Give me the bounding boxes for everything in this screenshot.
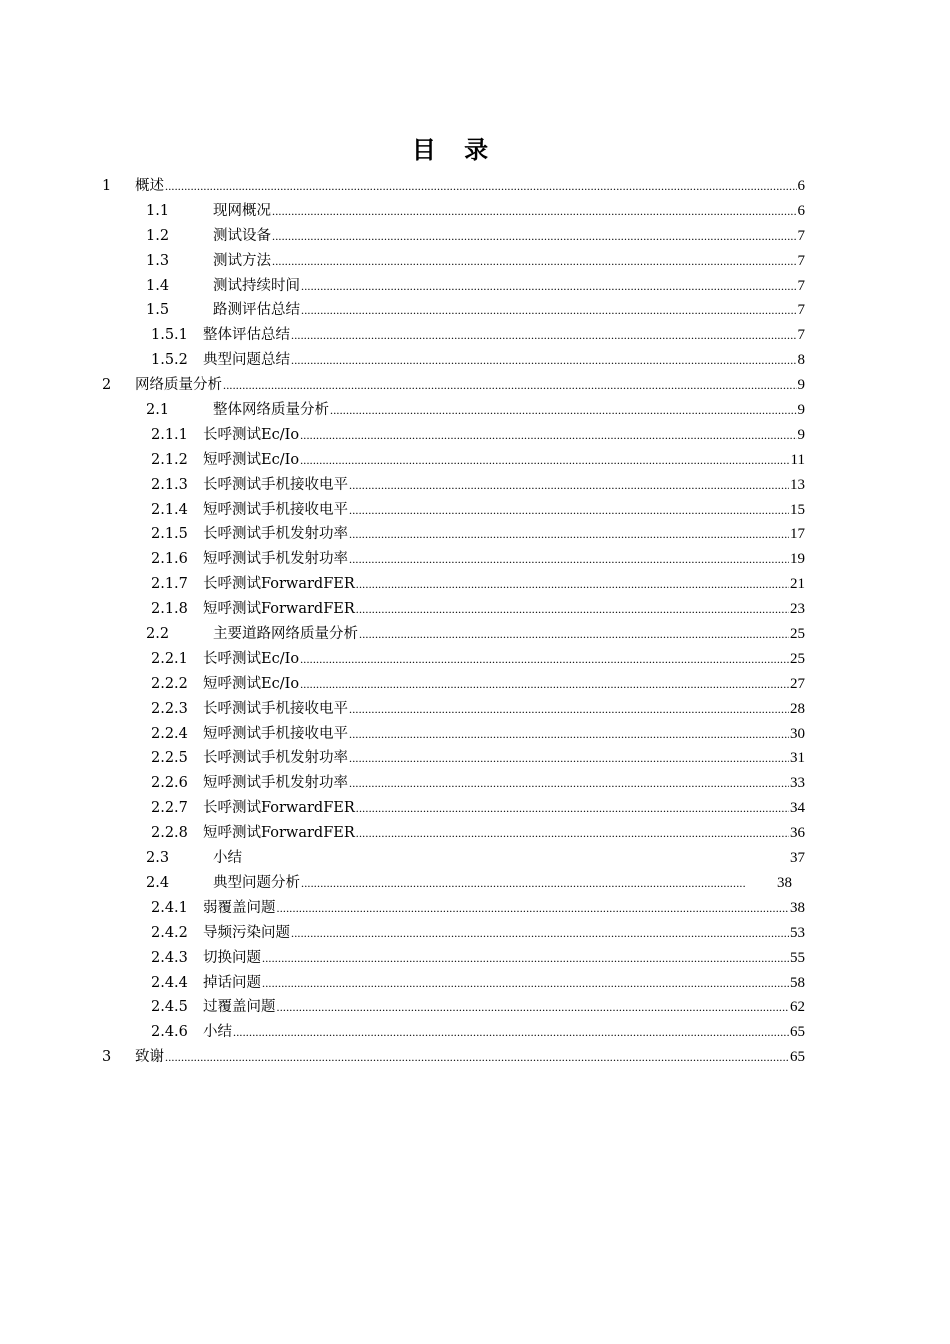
- toc-entry[interactable]: [0, 647, 950, 672]
- toc-entry-number: 2.4: [146, 874, 170, 891]
- toc-entry-number: 2.1.2: [151, 451, 188, 468]
- toc-entry-number: 1.4: [146, 277, 170, 294]
- toc-entry-page: 7: [797, 277, 805, 294]
- toc-entry-page: 13: [790, 476, 805, 493]
- toc-entry-number: 2.2.8: [151, 825, 188, 842]
- toc-entry-title: 长呼测试手机接收电平: [203, 700, 348, 717]
- toc-entry-line: [203, 522, 805, 547]
- toc-entry-title: 过覆盖问题: [203, 999, 276, 1016]
- toc-entry-number: 2.2.4: [151, 725, 188, 742]
- toc-entry-number: 1.3: [146, 252, 170, 269]
- toc-entry-number: 2.4.3: [151, 949, 188, 966]
- toc-entry-page: 58: [790, 974, 805, 991]
- toc-entry-page: 7: [797, 227, 805, 244]
- toc-dot-leader: [301, 871, 746, 896]
- toc-entry-title: 测试方法: [213, 252, 271, 269]
- toc-entry[interactable]: [0, 722, 950, 747]
- toc-entry-line: [135, 1045, 805, 1070]
- toc-entry[interactable]: [0, 274, 950, 299]
- toc-entry-title: 切换问题: [203, 949, 261, 966]
- toc-entry-page: 33: [790, 775, 805, 792]
- toc-entry-title: 短呼测试ForwardFER: [203, 825, 355, 842]
- toc-entry-page: 65: [790, 1024, 805, 1041]
- toc-dot-leader: [356, 572, 789, 597]
- toc-dot-leader: [233, 1020, 789, 1045]
- toc-entry-title: 典型问题分析: [213, 874, 300, 891]
- toc-dot-leader: [272, 224, 797, 249]
- toc-entry-page: 6: [797, 202, 805, 219]
- toc-entry[interactable]: [0, 796, 950, 821]
- toc-entry-page: 31: [790, 750, 805, 767]
- toc-entry-line: [203, 423, 805, 448]
- toc-entry-line: [213, 398, 805, 423]
- toc-entry-line: [203, 448, 805, 473]
- toc-entry-page: 7: [797, 302, 805, 319]
- toc-entry-number: 2.4.6: [151, 1024, 188, 1041]
- toc-entry-line: [203, 722, 805, 747]
- toc-entry-title: 导频污染问题: [203, 924, 290, 941]
- toc-entry-page: 7: [797, 252, 805, 269]
- toc-entry-title: 测试设备: [213, 227, 271, 244]
- toc-entry-number: 2: [102, 377, 112, 394]
- toc-entry-page: 30: [790, 725, 805, 742]
- toc-entry[interactable]: [0, 871, 950, 896]
- toc-entry-number: 2.4.1: [151, 899, 188, 916]
- toc-dot-leader: [165, 174, 797, 199]
- toc-entry[interactable]: [0, 746, 950, 771]
- toc-entry-page: 62: [790, 999, 805, 1016]
- page-title: 目 录: [411, 135, 499, 164]
- toc-entry-number: 2.4.5: [151, 999, 188, 1016]
- toc-entry-title: 整体评估总结: [203, 327, 290, 344]
- toc-entry-title: 现网概况: [213, 202, 271, 219]
- toc-entry-page: 27: [790, 675, 805, 692]
- toc-entry-line: [213, 846, 805, 871]
- toc-entry[interactable]: [0, 348, 950, 373]
- toc-entry-number: 2.1: [146, 402, 170, 419]
- toc-entry[interactable]: [0, 846, 950, 871]
- toc-entry-title: 掉话问题: [203, 974, 261, 991]
- toc-entry[interactable]: [0, 373, 950, 398]
- toc-dot-leader: [301, 274, 797, 299]
- toc-entry[interactable]: [0, 771, 950, 796]
- toc-entry-line: [203, 498, 805, 523]
- toc-dot-leader: [349, 697, 789, 722]
- toc-entry-line: [203, 473, 805, 498]
- toc-entry-page: 25: [790, 650, 805, 667]
- toc-entry-number: 2.1.1: [151, 426, 188, 443]
- toc-entry-number: 2.2.5: [151, 750, 188, 767]
- toc-entry-line: [203, 572, 805, 597]
- toc-dot-leader: [300, 423, 796, 448]
- toc-entry[interactable]: [0, 995, 950, 1020]
- toc-entry-title: 主要道路网络质量分析: [213, 626, 358, 643]
- toc-entry-number: 2.1.5: [151, 526, 188, 543]
- toc-dot-leader: [272, 249, 797, 274]
- toc-dot-leader: [349, 771, 789, 796]
- toc-entry-title: 短呼测试手机接收电平: [203, 501, 348, 518]
- toc-entry[interactable]: [0, 1045, 950, 1070]
- toc-dot-leader: [300, 448, 789, 473]
- toc-entry-title: 路测评估总结: [213, 302, 300, 319]
- toc-entry-line: [213, 871, 805, 896]
- toc-dot-leader: [291, 323, 797, 348]
- toc-entry-line: [203, 547, 805, 572]
- toc-dot-leader: [349, 746, 789, 771]
- table-of-contents: [0, 174, 950, 1070]
- toc-entry-page: 38: [777, 874, 792, 891]
- toc-entry-line: [203, 995, 805, 1020]
- toc-entry-title: 网络质量分析: [135, 377, 222, 394]
- toc-entry-number: 1.2: [146, 227, 170, 244]
- toc-dot-leader: [330, 398, 797, 423]
- toc-entry-title: 长呼测试手机接收电平: [203, 476, 348, 493]
- toc-entry-title: 长呼测试ForwardFER: [203, 576, 355, 593]
- toc-entry[interactable]: [0, 946, 950, 971]
- toc-entry-page: 9: [797, 426, 805, 443]
- toc-entry-line: [203, 921, 805, 946]
- toc-entry-line: [203, 971, 805, 996]
- toc-entry-line: [203, 672, 805, 697]
- toc-entry-number: 2.1.4: [151, 501, 188, 518]
- toc-entry-title: 长呼测试Ec/Io: [203, 650, 300, 667]
- toc-entry-line: [213, 224, 805, 249]
- toc-entry[interactable]: [0, 199, 950, 224]
- toc-entry-page: 15: [790, 501, 805, 518]
- toc-entry-number: 1.1: [146, 202, 170, 219]
- toc-entry-number: 1.5.1: [151, 327, 188, 344]
- toc-dot-leader: [356, 597, 789, 622]
- toc-dot-leader: [272, 199, 797, 224]
- toc-entry[interactable]: [0, 249, 950, 274]
- toc-entry-number: 1.5.2: [151, 352, 188, 369]
- toc-entry-page: 53: [790, 924, 805, 941]
- toc-entry-title: 短呼测试手机发射功率: [203, 551, 348, 568]
- toc-entry-line: [203, 946, 805, 971]
- toc-entry-number: 1: [102, 178, 112, 194]
- toc-entry-number: 2.4.4: [151, 974, 188, 991]
- toc-entry-title: 短呼测试ForwardFER: [203, 601, 355, 618]
- toc-entry-page: 11: [790, 451, 805, 468]
- toc-entry-line: [213, 622, 805, 647]
- toc-entry-title: 短呼测试手机发射功率: [203, 775, 348, 792]
- toc-dot-leader: [349, 522, 789, 547]
- toc-entry-line: [203, 323, 805, 348]
- toc-entry[interactable]: [0, 448, 950, 473]
- toc-dot-leader: [262, 946, 789, 971]
- toc-entry-line: [203, 647, 805, 672]
- toc-entry-title: 短呼测试手机接收电平: [203, 725, 348, 742]
- toc-dot-leader: [291, 921, 789, 946]
- toc-entry-line: [135, 373, 805, 398]
- toc-entry-page: 6: [797, 178, 805, 194]
- toc-entry-title: 测试持续时间: [213, 277, 300, 294]
- toc-dot-leader: [291, 348, 797, 373]
- toc-entry-title: 短呼测试Ec/Io: [203, 451, 300, 468]
- toc-entry-title: 长呼测试手机发射功率: [203, 750, 348, 767]
- toc-entry[interactable]: [0, 398, 950, 423]
- toc-entry-title: 短呼测试Ec/Io: [203, 675, 300, 692]
- toc-dot-leader: [277, 995, 790, 1020]
- toc-dot-leader: [349, 498, 789, 523]
- toc-entry-page: 34: [790, 800, 805, 817]
- toc-entry[interactable]: [0, 473, 950, 498]
- toc-entry-number: 2.2: [146, 626, 170, 643]
- toc-dot-leader: [262, 971, 789, 996]
- toc-entry[interactable]: [0, 224, 950, 249]
- toc-entry-page: 38: [790, 899, 805, 916]
- toc-dot-leader: [300, 672, 789, 697]
- toc-entry-title: 长呼测试手机发射功率: [203, 526, 348, 543]
- toc-entry-title: 小结: [213, 850, 242, 867]
- toc-entry-line: [203, 1020, 805, 1045]
- toc-dot-leader: [349, 473, 789, 498]
- toc-entry-page: 37: [790, 850, 805, 867]
- toc-entry-line: [213, 298, 805, 323]
- toc-entry[interactable]: [0, 622, 950, 647]
- toc-entry-title: 整体网络质量分析: [213, 402, 329, 419]
- toc-entry-page: 9: [797, 402, 805, 419]
- toc-dot-leader: [356, 796, 789, 821]
- toc-entry-page: 8: [797, 352, 805, 369]
- toc-entry-page: 23: [790, 601, 805, 618]
- toc-entry-page: 7: [797, 327, 805, 344]
- toc-dot-leader: [300, 647, 789, 672]
- toc-entry-number: 3: [102, 1049, 112, 1066]
- toc-entry-page: 21: [790, 576, 805, 593]
- toc-dot-leader: [165, 1045, 789, 1070]
- toc-entry[interactable]: [0, 323, 950, 348]
- toc-entry-line: [203, 597, 805, 622]
- toc-entry-page: 9: [797, 377, 805, 394]
- toc-entry-page: 55: [790, 949, 805, 966]
- toc-dot-leader: [359, 622, 789, 647]
- toc-entry-line: [203, 796, 805, 821]
- toc-entry-number: 2.3: [146, 850, 170, 867]
- toc-entry-title: 长呼测试ForwardFER: [203, 800, 355, 817]
- toc-entry-number: 2.1.6: [151, 551, 188, 568]
- toc-entry-line: [135, 174, 805, 199]
- toc-dot-leader: [301, 298, 797, 323]
- toc-entry-line: [213, 249, 805, 274]
- toc-entry-page: 17: [790, 526, 805, 543]
- toc-entry[interactable]: [0, 597, 950, 622]
- toc-entry-number: 2.1.3: [151, 476, 188, 493]
- toc-entry-page: 36: [790, 825, 805, 842]
- toc-entry[interactable]: [0, 298, 950, 323]
- toc-entry[interactable]: [0, 522, 950, 547]
- toc-entry-page: 19: [790, 551, 805, 568]
- toc-entry[interactable]: [0, 921, 950, 946]
- toc-entry[interactable]: [0, 971, 950, 996]
- toc-entry-number: 1.5: [146, 302, 170, 319]
- toc-entry[interactable]: [0, 547, 950, 572]
- toc-dot-leader: [277, 896, 790, 921]
- toc-entry-line: [203, 896, 805, 921]
- toc-entry-number: 2.1.8: [151, 601, 188, 618]
- toc-entry-number: 2.2.7: [151, 800, 188, 817]
- toc-entry[interactable]: [0, 672, 950, 697]
- toc-entry-page: 25: [790, 626, 805, 643]
- toc-entry[interactable]: [0, 821, 950, 846]
- toc-dot-leader: [349, 547, 789, 572]
- toc-entry[interactable]: [0, 174, 950, 199]
- toc-entry-line: [203, 746, 805, 771]
- toc-entry-page: 65: [790, 1049, 805, 1066]
- toc-entry-number: 2.2.3: [151, 700, 188, 717]
- toc-entry[interactable]: [0, 1020, 950, 1045]
- toc-entry-title: 小结: [203, 1024, 232, 1041]
- toc-entry-line: [203, 771, 805, 796]
- toc-entry-title: 弱覆盖问题: [203, 899, 276, 916]
- toc-entry-title: 长呼测试Ec/Io: [203, 426, 300, 443]
- toc-entry[interactable]: [0, 896, 950, 921]
- toc-entry-number: 2.2.6: [151, 775, 188, 792]
- toc-dot-leader: [349, 722, 789, 747]
- toc-entry-title: 致谢: [135, 1049, 164, 1066]
- toc-entry-line: [203, 821, 805, 846]
- toc-entry-number: 2.4.2: [151, 924, 188, 941]
- toc-dot-leader: [223, 373, 797, 398]
- toc-entry[interactable]: [0, 572, 950, 597]
- toc-dot-leader: [356, 821, 789, 846]
- toc-entry-line: [213, 199, 805, 224]
- toc-entry-number: 2.1.7: [151, 576, 188, 593]
- toc-entry-title: 典型问题总结: [203, 352, 290, 369]
- toc-entry-number: 2.2.2: [151, 675, 188, 692]
- toc-entry-line: [213, 274, 805, 299]
- toc-entry-page: 28: [790, 700, 805, 717]
- toc-entry[interactable]: [0, 697, 950, 722]
- toc-entry-title: 概述: [135, 178, 164, 194]
- toc-entry[interactable]: [0, 498, 950, 523]
- toc-entry-number: 2.2.1: [151, 650, 188, 667]
- toc-entry[interactable]: [0, 423, 950, 448]
- toc-entry-line: [203, 697, 805, 722]
- toc-entry-line: [203, 348, 805, 373]
